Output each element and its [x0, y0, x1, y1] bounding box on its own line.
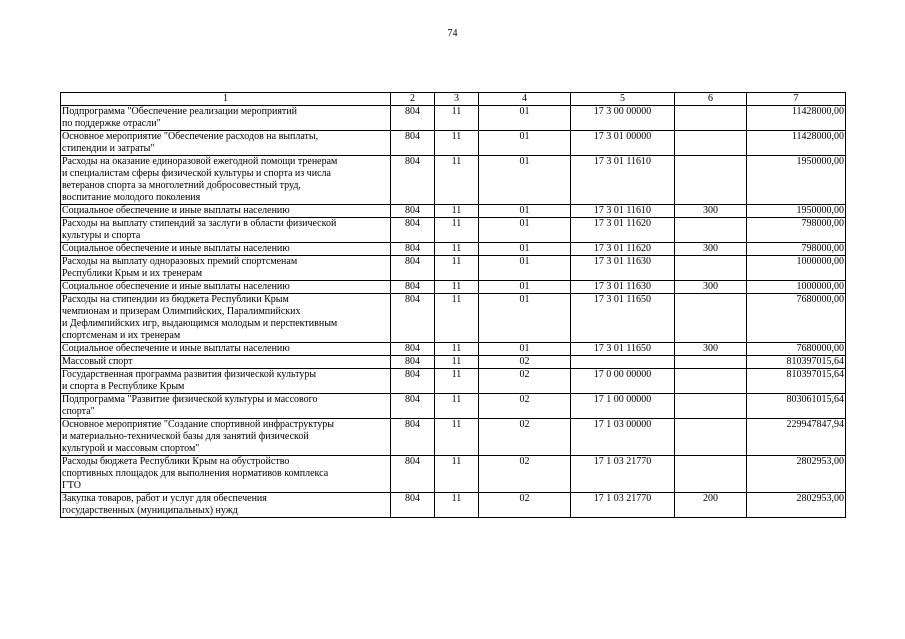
row-expense-type-cell — [675, 394, 747, 419]
row-amount-cell: 1950000,00 — [747, 205, 846, 218]
header-cell: 1 — [61, 93, 391, 106]
row-name-cell: Социальное обеспечение и иные выплаты населению — [61, 343, 391, 356]
row-subsection-cell: 01 — [479, 218, 571, 243]
table-row — [61, 294, 846, 343]
header-cell: 5 — [571, 93, 675, 106]
header-cell: 4 — [479, 93, 571, 106]
table-row — [61, 281, 846, 294]
row-expense-type-cell — [675, 131, 747, 156]
table-row — [61, 106, 846, 131]
row-name-cell: Расходы бюджета Республики Крым на обустройство спортивных площадок для выполнения нормативов комплекса ГТО — [61, 456, 391, 493]
table-row — [61, 243, 846, 256]
row-amount-cell: 7680000,00 — [747, 343, 846, 356]
header-cell: 2 — [391, 93, 435, 106]
row-amount-cell: 1950000,00 — [747, 156, 846, 205]
row-amount-cell: 11428000,00 — [747, 131, 846, 156]
row-target-article-cell: 17 1 03 21770 — [571, 493, 675, 518]
row-target-article-cell: 17 1 03 00000 — [571, 419, 675, 456]
row-target-article-cell: 17 3 01 11650 — [571, 294, 675, 343]
row-section-cell: 11 — [435, 256, 479, 281]
row-section-cell: 11 — [435, 218, 479, 243]
row-section-cell: 11 — [435, 243, 479, 256]
row-section-cell: 11 — [435, 493, 479, 518]
row-subsection-cell: 01 — [479, 156, 571, 205]
row-name-cell: Подпрограмма "Обеспечение реализации мероприятий по поддержке отрасли" — [61, 106, 391, 131]
row-subsection-cell: 01 — [479, 343, 571, 356]
row-code-cell: 804 — [391, 131, 435, 156]
row-code-cell: 804 — [391, 394, 435, 419]
row-target-article-cell: 17 0 00 00000 — [571, 369, 675, 394]
row-expense-type-cell — [675, 218, 747, 243]
row-name-cell: Расходы на оказание единоразовой ежегодной помощи тренерам и специалистам сферы физической культуры и спорта из числа ветеранов спорта за многолетний добросовестный труд, воспитание молодого поколения — [61, 156, 391, 205]
row-target-article-cell: 17 3 00 00000 — [571, 106, 675, 131]
row-name-cell: Расходы на выплату одноразовых премий спортсменам Республики Крым и их тренерам — [61, 256, 391, 281]
row-code-cell: 804 — [391, 456, 435, 493]
row-amount-cell: 810397015,64 — [747, 356, 846, 369]
row-subsection-cell: 01 — [479, 281, 571, 294]
row-code-cell: 804 — [391, 294, 435, 343]
row-expense-type-cell: 300 — [675, 205, 747, 218]
row-code-cell: 804 — [391, 156, 435, 205]
row-amount-cell: 11428000,00 — [747, 106, 846, 131]
row-subsection-cell: 02 — [479, 369, 571, 394]
table-row — [61, 493, 846, 518]
table-row — [61, 256, 846, 281]
row-expense-type-cell — [675, 294, 747, 343]
row-target-article-cell: 17 3 01 11620 — [571, 243, 675, 256]
row-expense-type-cell — [675, 419, 747, 456]
row-expense-type-cell — [675, 256, 747, 281]
row-subsection-cell: 01 — [479, 131, 571, 156]
row-code-cell: 804 — [391, 343, 435, 356]
row-code-cell: 804 — [391, 493, 435, 518]
row-amount-cell: 7680000,00 — [747, 294, 846, 343]
table-row — [61, 205, 846, 218]
row-expense-type-cell: 300 — [675, 281, 747, 294]
row-amount-cell: 1000000,00 — [747, 281, 846, 294]
row-amount-cell: 810397015,64 — [747, 369, 846, 394]
row-name-cell: Социальное обеспечение и иные выплаты населению — [61, 243, 391, 256]
row-section-cell: 11 — [435, 356, 479, 369]
header-cell: 7 — [747, 93, 846, 106]
row-target-article-cell — [571, 356, 675, 369]
row-name-cell: Закупка товаров, работ и услуг для обеспечения государственных (муниципальных) нужд — [61, 493, 391, 518]
row-section-cell: 11 — [435, 156, 479, 205]
table-row — [61, 369, 846, 394]
row-target-article-cell: 17 3 01 00000 — [571, 131, 675, 156]
row-name-cell: Расходы на выплату стипендий за заслуги в области физической культуры и спорта — [61, 218, 391, 243]
budget-table — [60, 92, 846, 518]
table-row — [61, 419, 846, 456]
row-subsection-cell: 02 — [479, 394, 571, 419]
row-subsection-cell: 02 — [479, 356, 571, 369]
row-expense-type-cell — [675, 369, 747, 394]
table-row — [61, 456, 846, 493]
table-row — [61, 156, 846, 205]
row-name-cell: Расходы на стипендии из бюджета Республики Крым чемпионам и призерам Олимпийских, Паралимпийских и Дефлимпийских игр, выдающимся молодым и перспективным спортсменам и их тренерам — [61, 294, 391, 343]
table-row — [61, 218, 846, 243]
row-code-cell: 804 — [391, 106, 435, 131]
row-section-cell: 11 — [435, 456, 479, 493]
header-cell: 6 — [675, 93, 747, 106]
row-code-cell: 804 — [391, 281, 435, 294]
row-subsection-cell: 02 — [479, 493, 571, 518]
row-subsection-cell: 02 — [479, 456, 571, 493]
row-amount-cell: 798000,00 — [747, 218, 846, 243]
table-row — [61, 131, 846, 156]
row-section-cell: 11 — [435, 281, 479, 294]
row-name-cell: Социальное обеспечение и иные выплаты населению — [61, 281, 391, 294]
row-section-cell: 11 — [435, 205, 479, 218]
row-expense-type-cell: 200 — [675, 493, 747, 518]
row-target-article-cell: 17 3 01 11610 — [571, 205, 675, 218]
row-subsection-cell: 01 — [479, 205, 571, 218]
row-section-cell: 11 — [435, 343, 479, 356]
row-expense-type-cell — [675, 356, 747, 369]
row-code-cell: 804 — [391, 218, 435, 243]
row-section-cell: 11 — [435, 369, 479, 394]
row-amount-cell: 2802953,00 — [747, 493, 846, 518]
table-row — [61, 343, 846, 356]
row-code-cell: 804 — [391, 356, 435, 369]
table-header-row — [61, 93, 846, 106]
row-name-cell: Социальное обеспечение и иные выплаты населению — [61, 205, 391, 218]
row-target-article-cell: 17 3 01 11630 — [571, 256, 675, 281]
row-name-cell: Подпрограмма "Развитие физической культуры и массового спорта" — [61, 394, 391, 419]
row-section-cell: 11 — [435, 294, 479, 343]
row-section-cell: 11 — [435, 106, 479, 131]
row-amount-cell: 229947847,94 — [747, 419, 846, 456]
row-amount-cell: 1000000,00 — [747, 256, 846, 281]
row-name-cell: Основное мероприятие "Создание спортивной инфраструктуры и материально-технической базы для занятий физической культурой и массовым спортом" — [61, 419, 391, 456]
row-name-cell: Государственная программа развития физической культуры и спорта в Республике Крым — [61, 369, 391, 394]
row-expense-type-cell: 300 — [675, 343, 747, 356]
row-code-cell: 804 — [391, 243, 435, 256]
row-subsection-cell: 01 — [479, 294, 571, 343]
page-number: 74 — [447, 28, 458, 39]
row-target-article-cell: 17 3 01 11610 — [571, 156, 675, 205]
row-target-article-cell: 17 3 01 11630 — [571, 281, 675, 294]
row-target-article-cell: 17 3 01 11650 — [571, 343, 675, 356]
table-row — [61, 356, 846, 369]
row-amount-cell: 798000,00 — [747, 243, 846, 256]
row-code-cell: 804 — [391, 369, 435, 394]
row-expense-type-cell — [675, 156, 747, 205]
row-subsection-cell: 01 — [479, 243, 571, 256]
row-subsection-cell: 01 — [479, 256, 571, 281]
row-name-cell: Массовый спорт — [61, 356, 391, 369]
header-cell: 3 — [435, 93, 479, 106]
row-section-cell: 11 — [435, 131, 479, 156]
row-target-article-cell: 17 1 00 00000 — [571, 394, 675, 419]
row-target-article-cell: 17 1 03 21770 — [571, 456, 675, 493]
row-section-cell: 11 — [435, 419, 479, 456]
row-expense-type-cell — [675, 456, 747, 493]
row-name-cell: Основное мероприятие "Обеспечение расходов на выплаты, стипендии и затраты" — [61, 131, 391, 156]
table-row — [61, 394, 846, 419]
row-expense-type-cell: 300 — [675, 243, 747, 256]
row-expense-type-cell — [675, 106, 747, 131]
row-subsection-cell: 02 — [479, 419, 571, 456]
row-amount-cell: 2802953,00 — [747, 456, 846, 493]
row-section-cell: 11 — [435, 394, 479, 419]
row-code-cell: 804 — [391, 205, 435, 218]
row-subsection-cell: 01 — [479, 106, 571, 131]
row-code-cell: 804 — [391, 256, 435, 281]
row-amount-cell: 803061015,64 — [747, 394, 846, 419]
row-target-article-cell: 17 3 01 11620 — [571, 218, 675, 243]
row-code-cell: 804 — [391, 419, 435, 456]
